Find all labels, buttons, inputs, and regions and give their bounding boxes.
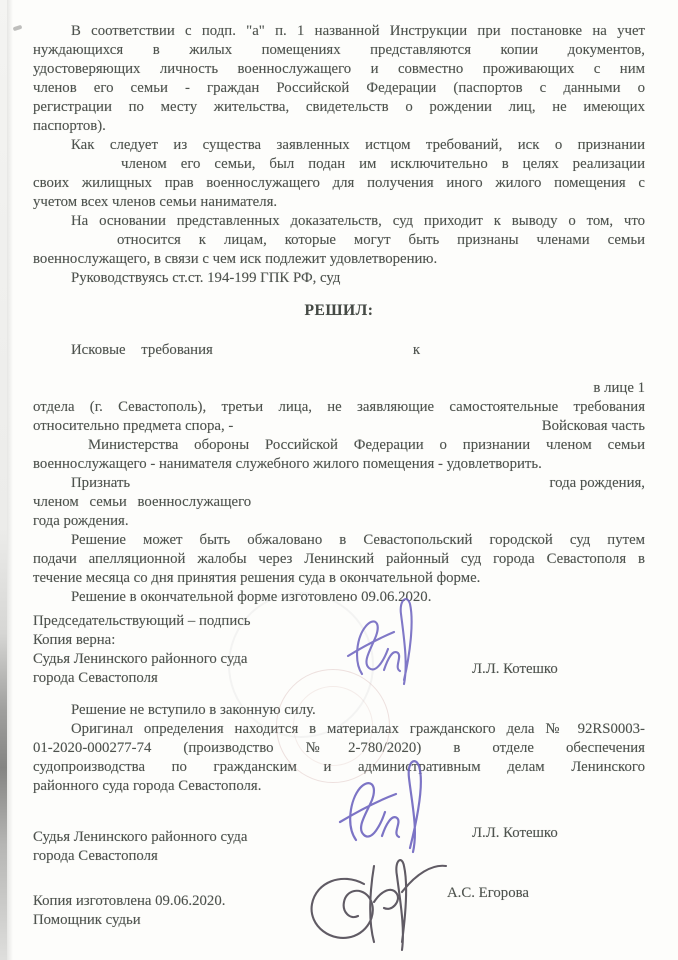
text-line-with-redaction: членом его семьи, был подан им исключительно в целях реализации	[121, 156, 645, 172]
text-line: Оригинал определения находится в материалах гражданского дела № 92RS0003-	[71, 721, 645, 737]
text-line: военнослужащего - нанимателя служебного жилого помещения - удовлетворить.	[33, 456, 542, 472]
paragraph-indent	[33, 474, 71, 493]
text-line: Решение может быть обжаловано в Севастопольский городской суд путем	[71, 532, 645, 548]
text-line: военнослужащего, в связи с чем иск подлежит удовлетворению.	[33, 251, 438, 267]
text-line: Копия верна:	[33, 632, 116, 648]
text-line: Копия изготовлена 09.06.2020.	[33, 893, 226, 909]
text-line: города Севастополя	[33, 670, 158, 686]
text-line: паспортов).	[33, 118, 106, 134]
scan-artifact	[13, 25, 23, 32]
text-line: учетом всех членов семьи нанимателя.	[33, 194, 278, 210]
text-line: своих жилищных прав военнослужащего для получения иного жилого помещения с	[33, 175, 645, 191]
text-line: В соответствии с подп. "а" п. 1 названной Инструкции при постановке на учет	[71, 23, 645, 39]
text-fragment: Признать	[71, 475, 131, 491]
text-line: членом семьи военнослужащего	[33, 494, 252, 510]
redacted-blank	[233, 417, 541, 436]
text-line-with-redaction	[33, 417, 645, 436]
text-line: Как следует из существа заявленных истцом требований, иск о признании	[71, 137, 645, 153]
text-line-with-redaction	[33, 474, 645, 493]
text-line: Руководствуясь ст.ст. 194-199 ГПК РФ, суд	[71, 270, 341, 286]
judge-signature-icon	[336, 592, 428, 697]
text-line: нуждающихся в жилых помещениях представляются копии документов,	[33, 42, 645, 58]
round-stamp-inner-ring	[293, 686, 373, 766]
assistant-name: А.С. Егорова	[447, 885, 529, 901]
decision-heading: РЕШИЛ:	[304, 302, 374, 319]
text-line: Судья Ленинского районного суда	[33, 829, 248, 845]
text-line: Министерства обороны Российской Федерации о признании членом семьи	[88, 437, 645, 453]
text-line: 01-2020-000277-74 (производство №2-780/2020) в отделе обеспечения	[33, 740, 645, 756]
text-line: города Севастополя	[33, 848, 158, 864]
text-line: отдела (г. Севастополь), третьи лица, не заявляющие самостоятельные требования	[33, 399, 645, 415]
text-line: Решение в окончательной форме изготовлено 09.06.2020.	[71, 589, 432, 605]
scan-edge-soft-shadow	[7, 0, 13, 960]
text-fragment: к	[412, 342, 421, 358]
text-line: регистрации по месту жительства, свидетельств о рождении лиц, не имеющих	[33, 99, 645, 115]
judge-name: Л.Л. Котешко	[472, 825, 558, 841]
text-fragment: относительно предмета спора, -	[33, 418, 234, 434]
scan-edge-shadow	[0, 0, 7, 960]
text-line: Решение не вступило в законную силу.	[71, 702, 316, 718]
judge-name: Л.Л. Котешко	[472, 661, 558, 677]
redacted-blank	[213, 341, 413, 360]
text-fragment: Войсковая часть	[541, 418, 645, 434]
redacted-blank	[420, 341, 645, 360]
text-line: Судья Ленинского районного суда	[33, 651, 248, 667]
text-line: На основании представленных доказательств, суд приходит к выводу о том, что	[71, 213, 645, 229]
text-line: Председательствующий – подпись	[33, 613, 251, 629]
text-fragment: года рождения,	[549, 475, 645, 491]
text-line: судопроизводства по гражданским и административным делам Ленинского	[33, 759, 645, 775]
redacted-blank	[130, 474, 549, 493]
text-line: удостоверяющих личность военнослужащего и совместно проживающих с ним	[33, 61, 645, 77]
text-line: года рождения.	[33, 513, 129, 529]
assistant-signature-icon	[298, 850, 453, 960]
text-line: членов его семьи - граждан Российской Федерации (паспортов с данными о	[33, 80, 645, 96]
paragraph-indent	[33, 341, 71, 360]
judge-signature-icon	[326, 756, 444, 863]
text-line: течение месяца со дня принятия решения суда в окончательной форме.	[33, 570, 481, 586]
text-line: районного суда города Севастополя.	[33, 778, 262, 794]
text-line-with-redaction	[33, 341, 645, 360]
text-line: в лице 1	[593, 380, 645, 396]
text-fragment: Исковые требования	[71, 342, 213, 358]
text-line: Помощник судьи	[33, 912, 141, 928]
redacted-blank-line	[33, 360, 645, 379]
text-line: подачи апелляционной жалобы через Ленинский районный суд города Севастополя в	[33, 551, 645, 567]
text-line-with-redaction: относится к лицам, которые могут быть признаны членами семьи	[117, 232, 645, 248]
